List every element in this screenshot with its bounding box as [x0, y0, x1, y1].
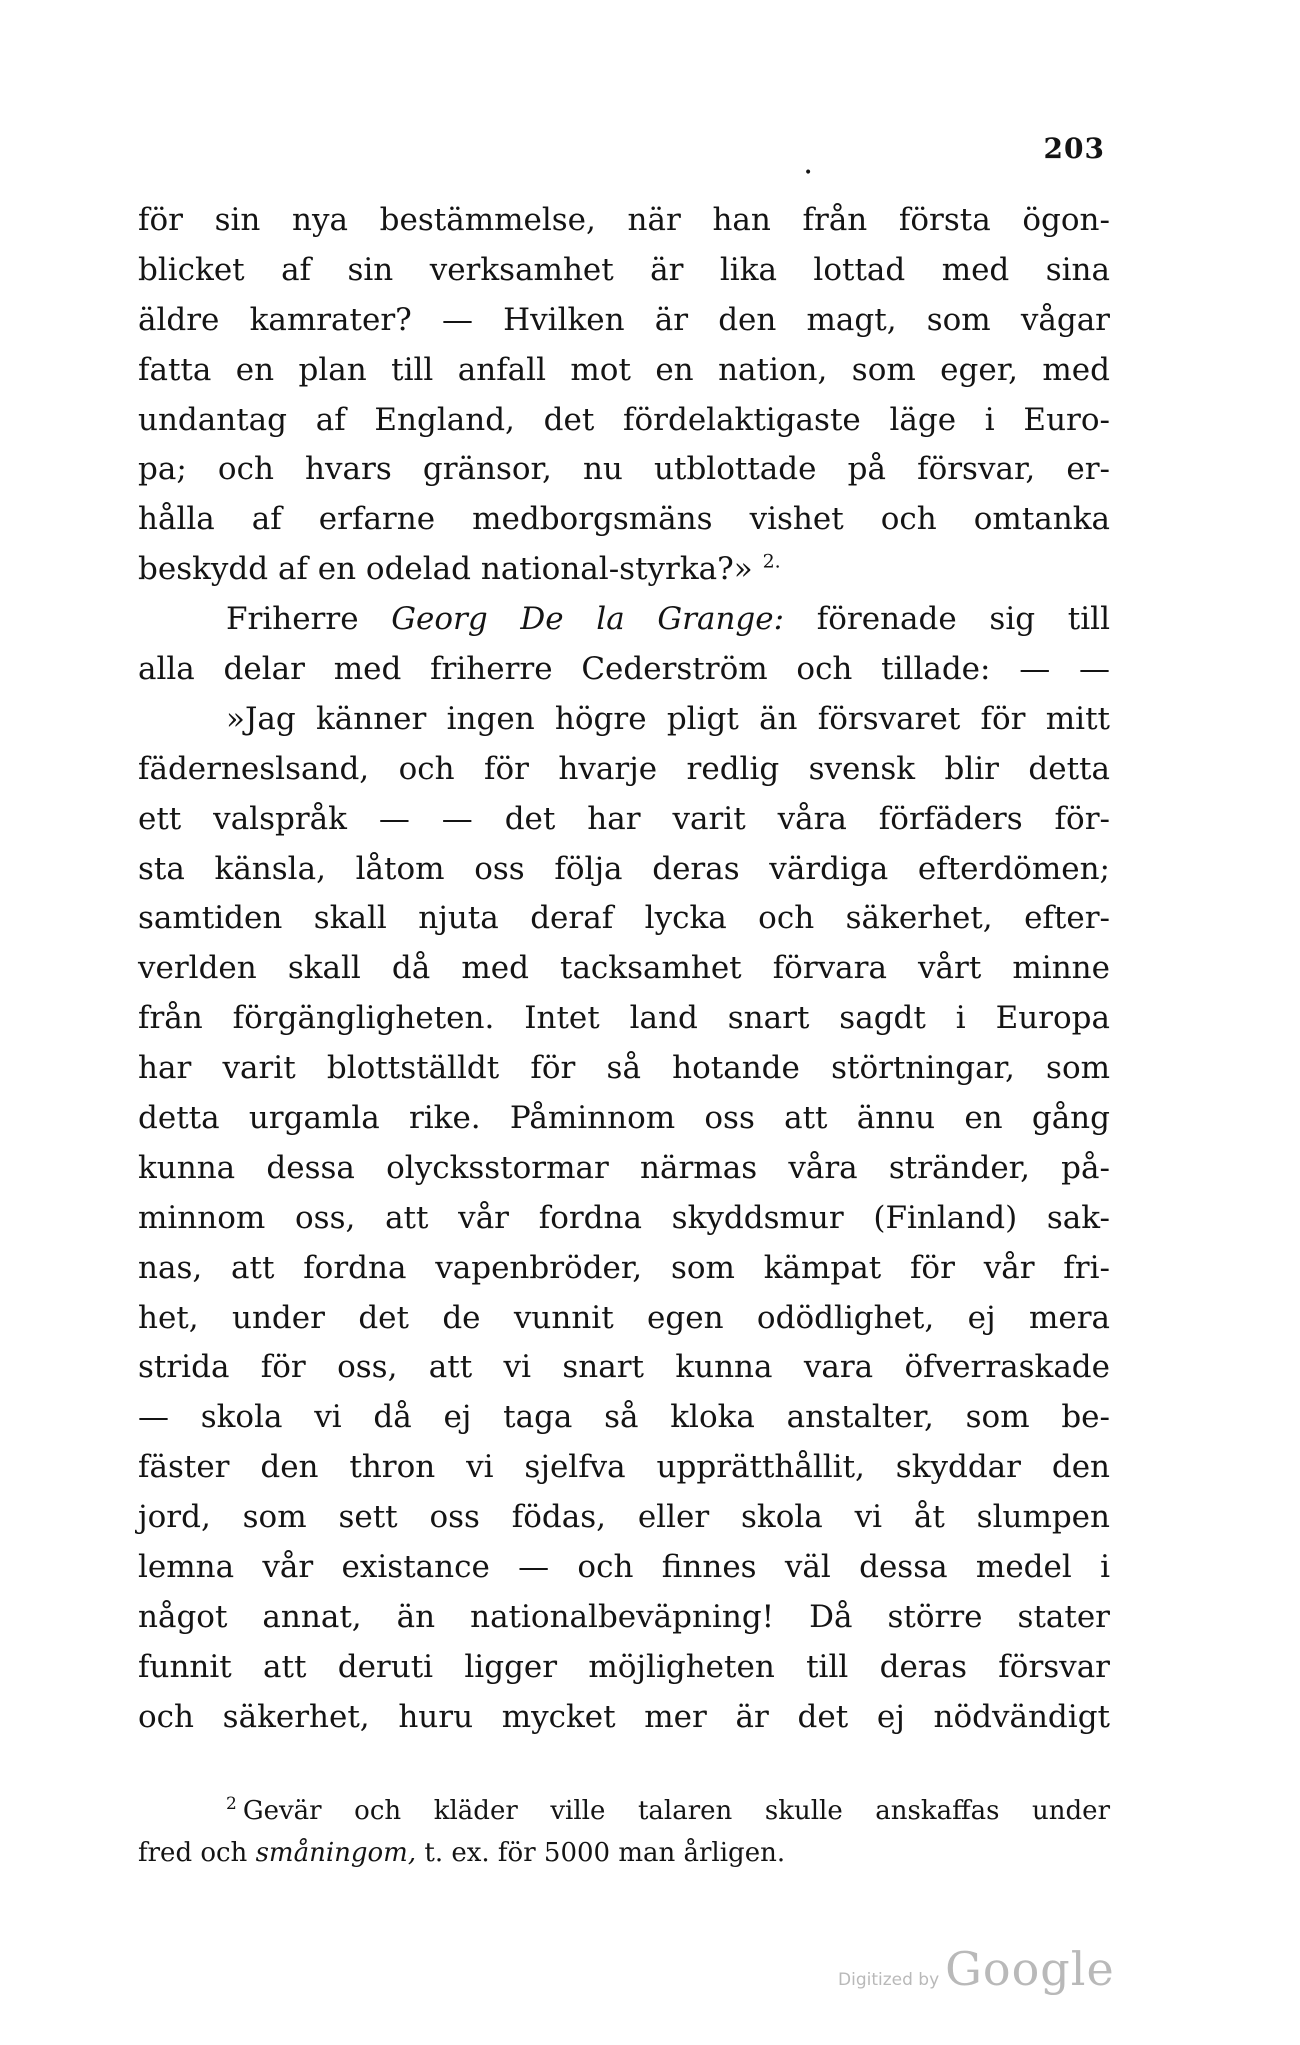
- text-line: kunna dessa olycksstormar närmas våra stränder, på-: [138, 1149, 1110, 1186]
- footnote-text: t. ex. för 5000 man årligen.: [416, 1838, 786, 1868]
- speaker-prefix: Friherre: [226, 601, 392, 638]
- speaker-name: Georg De la Grange:: [391, 601, 785, 638]
- text-line: nas, att fordna vapenbröder, som kämpat för vår fri-: [138, 1249, 1110, 1286]
- text-line: funnit att deruti ligger möjligheten till deras försvar: [138, 1648, 1110, 1685]
- text-line: fäderneslsand, och för hvarje redlig svensk blir detta: [138, 750, 1110, 787]
- footnote-line: [138, 1832, 1110, 1874]
- text-line: äldre kamrater? — Hvilken är den magt, som vågar: [138, 301, 1110, 338]
- digitized-watermark: [838, 1942, 1115, 1996]
- body-text: [138, 196, 1110, 1743]
- text-line: jord, som sett oss födas, eller skola vi åt slumpen: [138, 1499, 1110, 1536]
- text-line: lemna vår existance — och finnes väl dessa medel i: [138, 1549, 1110, 1586]
- footnote: [138, 1790, 1110, 1874]
- text-line: samtiden skall njuta deraf lycka och säkerhet, efter-: [138, 900, 1110, 937]
- page-number: 203: [1043, 132, 1105, 165]
- footnote-italic-text: småningom,: [255, 1838, 417, 1868]
- text-line: het, under det de vunnit egen odödlighet, ej mera: [138, 1299, 1110, 1336]
- text-line: fäster den thron vi sjelfva upprätthållit, skyddar den: [138, 1449, 1110, 1486]
- text-line: för sin nya bestämmelse, när han från första ögon-: [138, 202, 1110, 238]
- footnote-text: fred och: [138, 1838, 256, 1868]
- quote-start-line: »Jag känner ingen högre pligt än försvaret för mitt: [226, 700, 1110, 737]
- text-line: verlden skall då med tacksamhet förvara vårt minne: [138, 950, 1110, 987]
- text-line: undantag af England, det fördelaktigaste läge i Euro-: [138, 401, 1110, 438]
- text-line: och säkerhet, huru mycket mer är det ej nödvändigt: [138, 1698, 1110, 1735]
- text-line: hålla af erfarne medborgsmäns vishet och omtanka: [138, 501, 1110, 538]
- speaker-rest: förenade sig till: [784, 601, 1110, 638]
- watermark-prefix: Digitized by: [838, 1970, 940, 1990]
- text-line: alla delar med friherre Cederström och tillade: — —: [138, 651, 1110, 688]
- footnote-line: [138, 1790, 1110, 1832]
- page-mark: •: [804, 165, 813, 181]
- text-line: har varit blottställdt för så hotande störtningar, som: [138, 1050, 1110, 1087]
- text-line: — skola vi då ej taga så kloka anstalter, som be-: [138, 1399, 1110, 1436]
- text-line: blicket af sin verksamhet är lika lottad med sina: [138, 251, 1110, 288]
- text-line: något annat, än nationalbeväpning! Då större stater: [138, 1598, 1110, 1635]
- speaker-line: [138, 595, 1110, 645]
- text-line: strida för oss, att vi snart kunna vara öfverraskade: [138, 1349, 1110, 1386]
- footnote-marker: 2: [226, 1794, 237, 1815]
- text-line: minnom oss, att vår fordna skyddsmur (Finland) sak-: [138, 1199, 1110, 1236]
- text-line-with-footnote: [138, 545, 1110, 595]
- google-logo: Google: [945, 1942, 1115, 1996]
- footnote-reference: 2.: [762, 550, 781, 573]
- footnote-text: Gevär och kläder ville talaren skulle anskaffas under: [242, 1796, 1110, 1826]
- text-line: ett valspråk — — det har varit våra förfäders för-: [138, 800, 1110, 837]
- text-line: pa; och hvars gränsor, nu utblottade på försvar, er-: [138, 451, 1110, 488]
- text-line: detta urgamla rike. Påminnom oss att ännu en gång: [138, 1100, 1110, 1137]
- text-line: sta känsla, låtom oss följa deras värdiga efterdömen;: [138, 850, 1110, 887]
- text-line: fatta en plan till anfall mot en nation, som eger, med: [138, 351, 1110, 388]
- text-line: från förgängligheten. Intet land snart sagdt i Europa: [138, 1000, 1110, 1037]
- text-line-content: beskydd af en odelad national-styrka?»: [138, 551, 753, 588]
